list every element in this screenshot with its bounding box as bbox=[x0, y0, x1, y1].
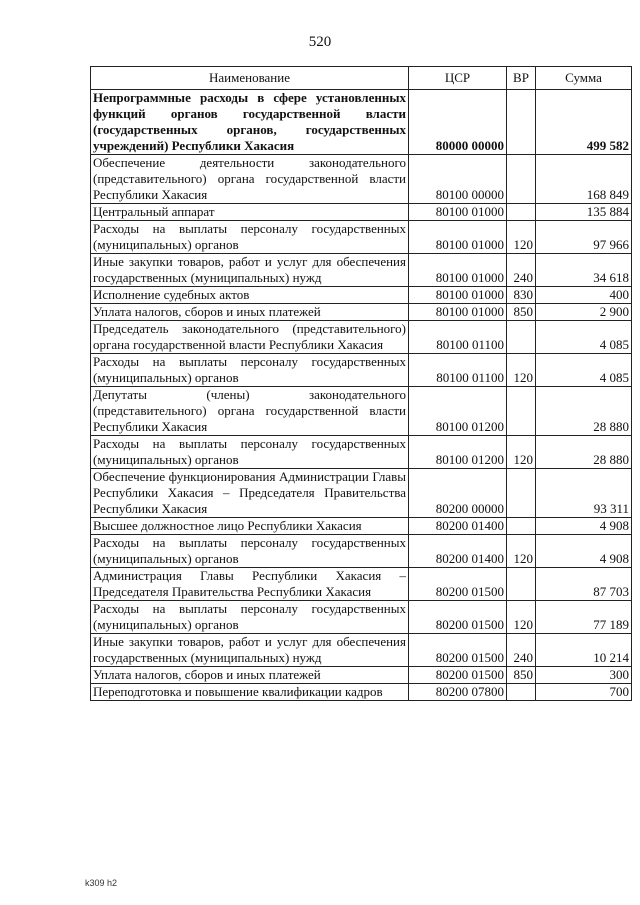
row-sum-cell: 97 966 bbox=[536, 221, 632, 254]
header-sum: Сумма bbox=[536, 67, 632, 90]
row-sum-cell: 4 085 bbox=[536, 354, 632, 387]
row-name-cell: Исполнение судебных актов bbox=[91, 287, 409, 304]
table-row bbox=[91, 601, 632, 634]
table-row bbox=[91, 354, 632, 387]
table-row bbox=[91, 221, 632, 254]
table-row bbox=[91, 684, 632, 701]
row-csr-cell: 80100 01000 bbox=[409, 304, 507, 321]
row-name-cell: Расходы на выплаты персоналу государственных (муниципальных) органов bbox=[91, 354, 409, 387]
row-csr-cell: 80200 00000 bbox=[409, 469, 507, 518]
row-vr-cell: 120 bbox=[507, 601, 536, 634]
row-name-cell: Иные закупки товаров, работ и услуг для обеспечения государственных (муниципальных) нужд bbox=[91, 634, 409, 667]
row-vr-cell: 850 bbox=[507, 667, 536, 684]
row-vr-cell bbox=[507, 387, 536, 436]
row-name-cell: Переподготовка и повышение квалификации кадров bbox=[91, 684, 409, 701]
row-csr-cell: 80100 01100 bbox=[409, 354, 507, 387]
row-sum-cell: 93 311 bbox=[536, 469, 632, 518]
row-name-cell: Расходы на выплаты персоналу государственных (муниципальных) органов bbox=[91, 601, 409, 634]
row-sum-cell: 2 900 bbox=[536, 304, 632, 321]
row-vr-cell: 120 bbox=[507, 221, 536, 254]
row-name-cell: Расходы на выплаты персоналу государственных (муниципальных) органов bbox=[91, 535, 409, 568]
row-csr-cell: 80000 00000 bbox=[409, 90, 507, 155]
row-csr-cell: 80100 01000 bbox=[409, 221, 507, 254]
table-row bbox=[91, 155, 632, 204]
table-body bbox=[91, 90, 632, 701]
row-csr-cell: 80100 01200 bbox=[409, 436, 507, 469]
row-sum-cell: 4 908 bbox=[536, 518, 632, 535]
row-sum-cell: 700 bbox=[536, 684, 632, 701]
budget-table bbox=[90, 66, 632, 701]
row-vr-cell bbox=[507, 204, 536, 221]
row-vr-cell bbox=[507, 684, 536, 701]
row-vr-cell bbox=[507, 155, 536, 204]
row-sum-cell: 400 bbox=[536, 287, 632, 304]
table-row bbox=[91, 254, 632, 287]
row-csr-cell: 80100 01200 bbox=[409, 387, 507, 436]
header-name: Наименование bbox=[91, 67, 409, 90]
row-vr-cell bbox=[507, 518, 536, 535]
row-sum-cell: 499 582 bbox=[536, 90, 632, 155]
row-vr-cell bbox=[507, 568, 536, 601]
row-name-cell: Расходы на выплаты персоналу государственных (муниципальных) органов bbox=[91, 436, 409, 469]
row-vr-cell: 120 bbox=[507, 354, 536, 387]
row-vr-cell bbox=[507, 321, 536, 354]
row-csr-cell: 80200 01400 bbox=[409, 535, 507, 568]
row-vr-cell: 830 bbox=[507, 287, 536, 304]
table-row bbox=[91, 469, 632, 518]
row-csr-cell: 80200 01500 bbox=[409, 667, 507, 684]
row-vr-cell: 240 bbox=[507, 254, 536, 287]
row-sum-cell: 28 880 bbox=[536, 387, 632, 436]
row-name-cell: Уплата налогов, сборов и иных платежей bbox=[91, 667, 409, 684]
row-vr-cell: 240 bbox=[507, 634, 536, 667]
row-sum-cell: 28 880 bbox=[536, 436, 632, 469]
row-vr-cell: 120 bbox=[507, 436, 536, 469]
row-vr-cell: 120 bbox=[507, 535, 536, 568]
row-vr-cell bbox=[507, 90, 536, 155]
table-row bbox=[91, 634, 632, 667]
row-name-cell: Председатель законодательного (представительного) органа государственной власти Республики Хакасия bbox=[91, 321, 409, 354]
row-name-cell: Центральный аппарат bbox=[91, 204, 409, 221]
row-sum-cell: 87 703 bbox=[536, 568, 632, 601]
table-row bbox=[91, 518, 632, 535]
table-row bbox=[91, 321, 632, 354]
row-name-cell: Высшее должностное лицо Республики Хакасия bbox=[91, 518, 409, 535]
row-csr-cell: 80100 01000 bbox=[409, 254, 507, 287]
row-sum-cell: 168 849 bbox=[536, 155, 632, 204]
row-name-cell: Уплата налогов, сборов и иных платежей bbox=[91, 304, 409, 321]
row-name-cell: Обеспечение функционирования Администрации Главы Республики Хакасия – Председателя Правительства Республики Хакасия bbox=[91, 469, 409, 518]
row-csr-cell: 80100 01000 bbox=[409, 204, 507, 221]
page-number: 520 bbox=[308, 34, 332, 50]
table-row bbox=[91, 535, 632, 568]
table-row bbox=[91, 436, 632, 469]
row-csr-cell: 80200 01500 bbox=[409, 601, 507, 634]
row-name-cell: Непрограммные расходы в сфере установленных функций органов государственной власти (государственных органов, государственных учреждений) Республики Хакасия bbox=[91, 90, 409, 155]
row-name-cell: Администрация Главы Республики Хакасия – Председателя Правительства Республики Хакасия bbox=[91, 568, 409, 601]
row-sum-cell: 4 085 bbox=[536, 321, 632, 354]
table-row bbox=[91, 387, 632, 436]
table-row bbox=[91, 287, 632, 304]
row-sum-cell: 135 884 bbox=[536, 204, 632, 221]
header-csr: ЦСР bbox=[409, 67, 507, 90]
row-vr-cell bbox=[507, 469, 536, 518]
row-sum-cell: 34 618 bbox=[536, 254, 632, 287]
row-csr-cell: 80200 07800 bbox=[409, 684, 507, 701]
row-sum-cell: 4 908 bbox=[536, 535, 632, 568]
row-sum-cell: 300 bbox=[536, 667, 632, 684]
row-vr-cell: 850 bbox=[507, 304, 536, 321]
table-row bbox=[91, 568, 632, 601]
row-csr-cell: 80200 01500 bbox=[409, 634, 507, 667]
header-vr: ВР bbox=[507, 67, 536, 90]
row-sum-cell: 10 214 bbox=[536, 634, 632, 667]
row-csr-cell: 80100 01000 bbox=[409, 287, 507, 304]
row-csr-cell: 80200 01500 bbox=[409, 568, 507, 601]
row-csr-cell: 80200 01400 bbox=[409, 518, 507, 535]
table-row bbox=[91, 204, 632, 221]
table-row bbox=[91, 304, 632, 321]
footer-code: k309 h2 bbox=[85, 878, 118, 888]
row-name-cell: Расходы на выплаты персоналу государственных (муниципальных) органов bbox=[91, 221, 409, 254]
row-name-cell: Депутаты (члены) законодательного (представительного) органа государственной власти Республики Хакасия bbox=[91, 387, 409, 436]
table-row bbox=[91, 90, 632, 155]
table-row bbox=[91, 667, 632, 684]
row-csr-cell: 80100 01100 bbox=[409, 321, 507, 354]
row-csr-cell: 80100 00000 bbox=[409, 155, 507, 204]
row-name-cell: Иные закупки товаров, работ и услуг для обеспечения государственных (муниципальных) нужд bbox=[91, 254, 409, 287]
row-name-cell: Обеспечение деятельности законодательного (представительного) органа государственной власти Республики Хакасия bbox=[91, 155, 409, 204]
table-header-row bbox=[91, 67, 632, 90]
row-sum-cell: 77 189 bbox=[536, 601, 632, 634]
